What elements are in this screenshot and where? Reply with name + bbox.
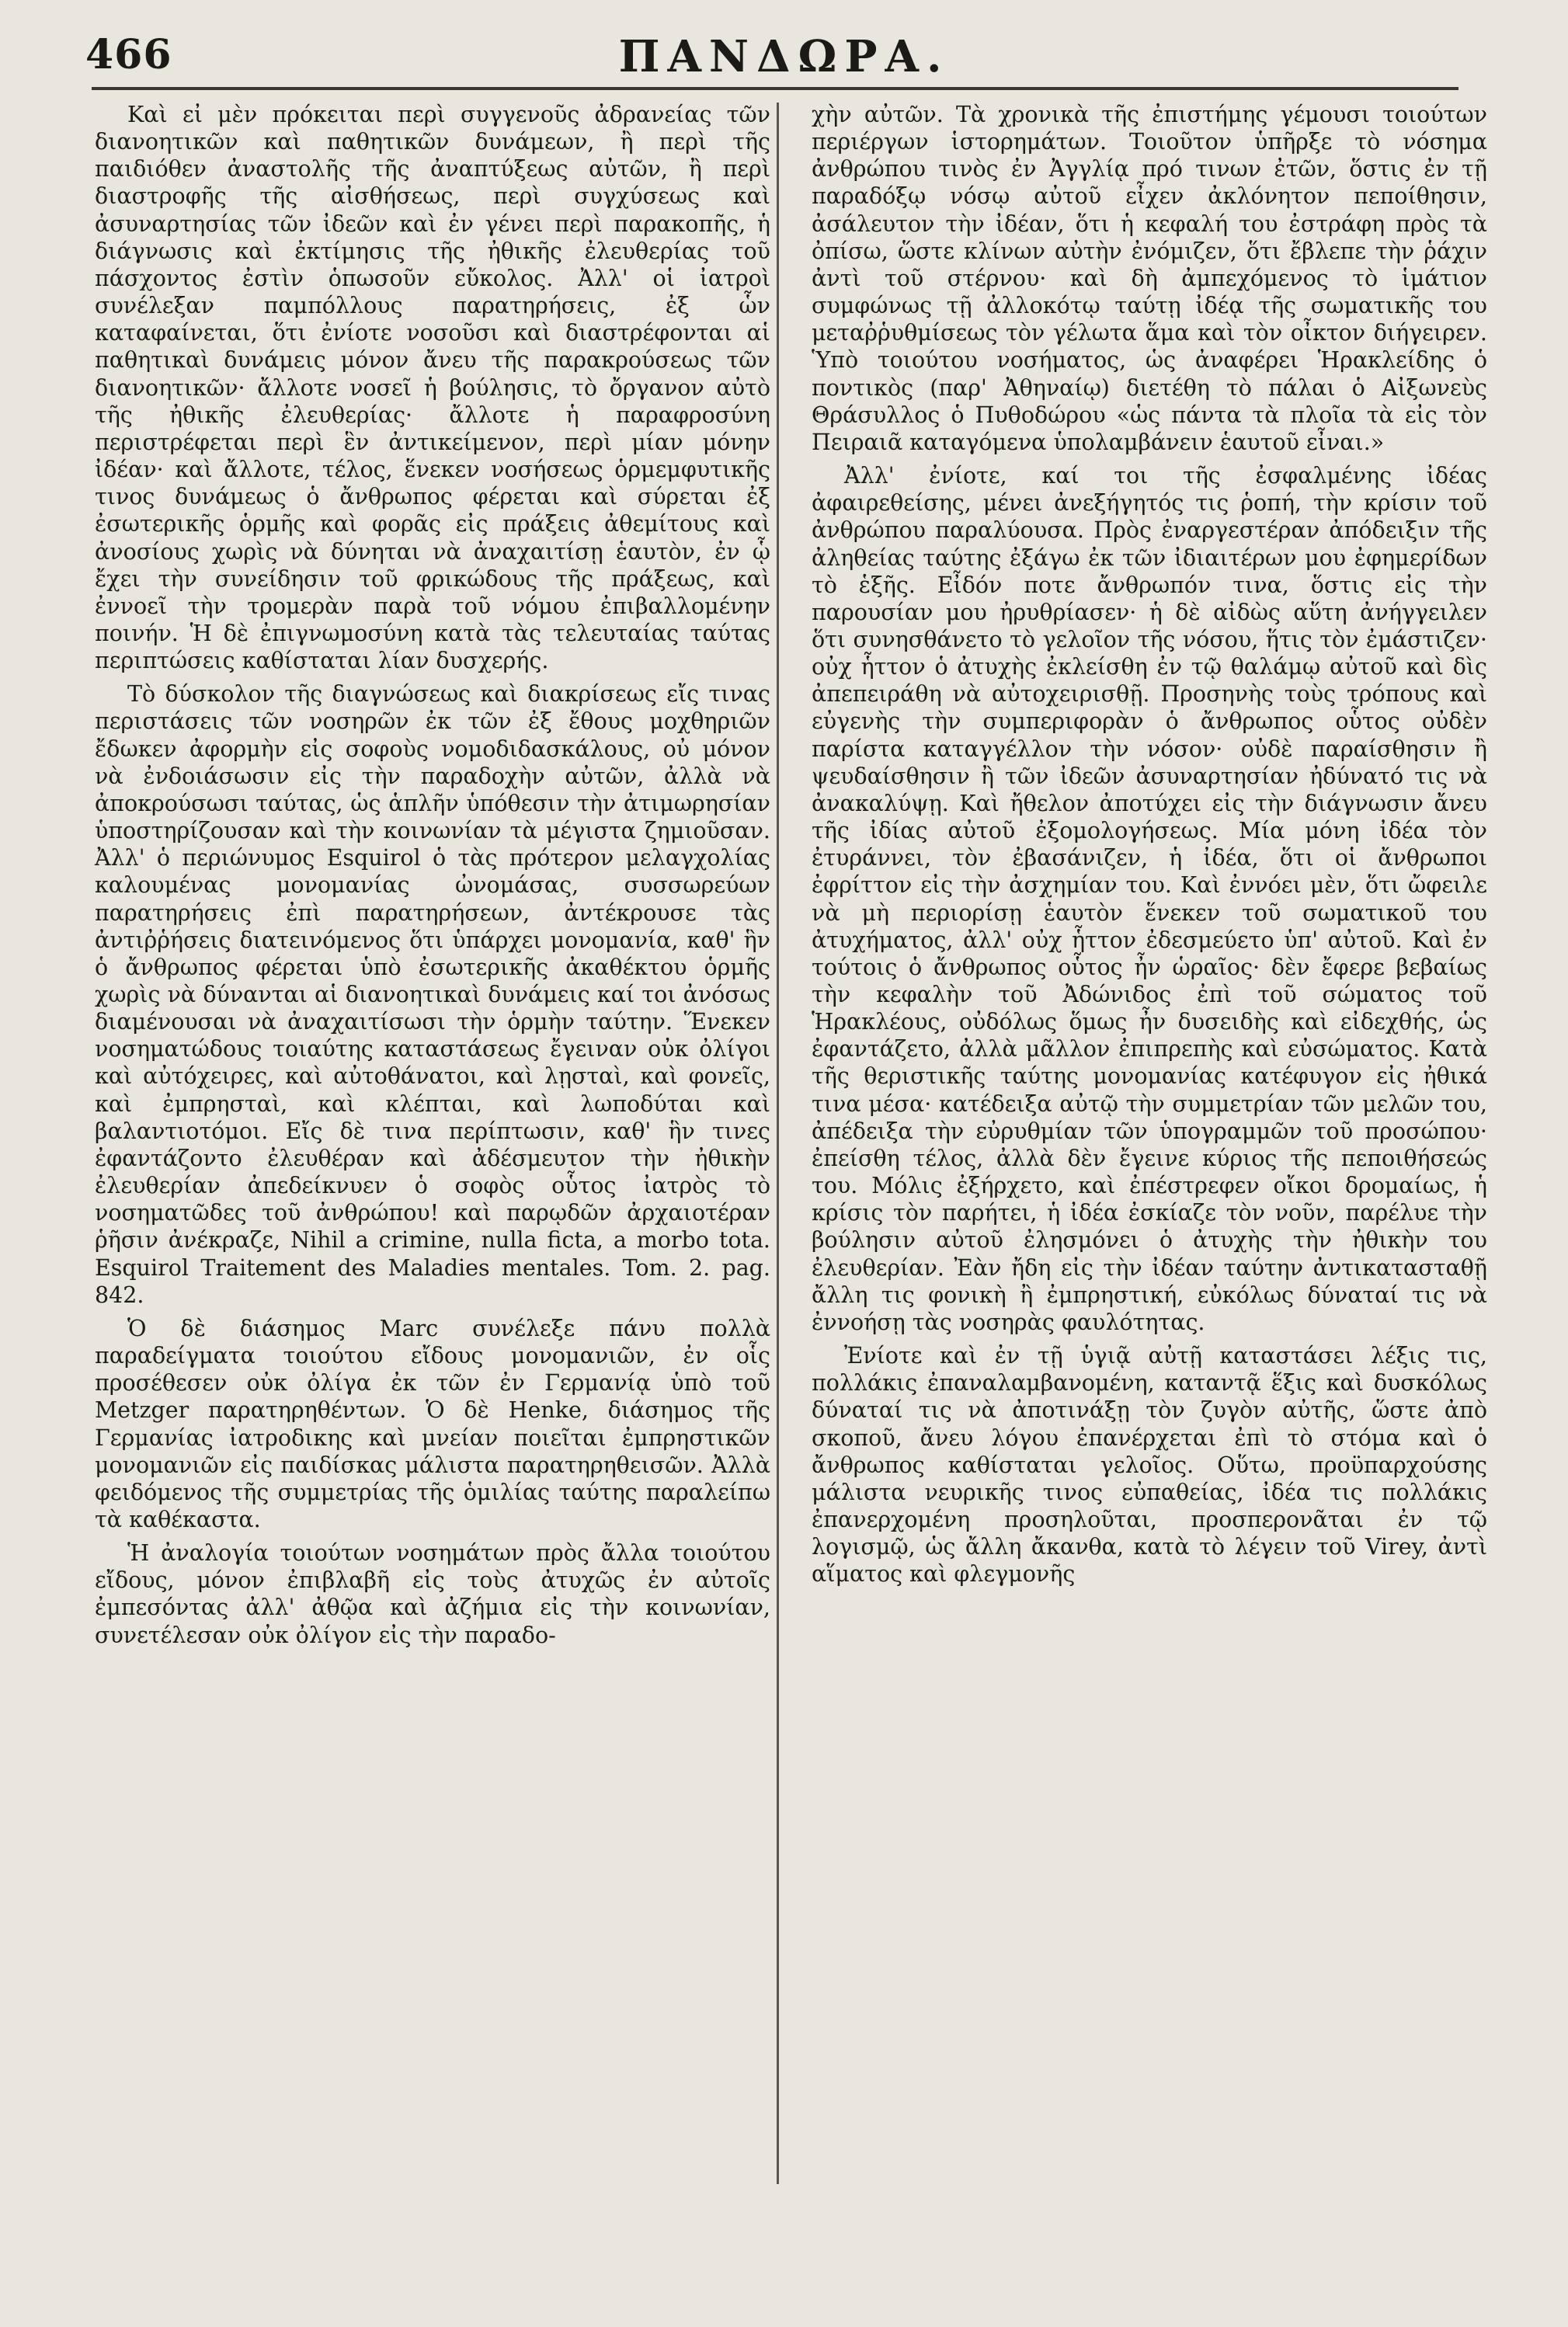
paragraph: Καὶ εἰ μὲν πρόκειται περὶ συγγενοῦς ἀδρανείας τῶν διανοητικῶν καὶ παθητικῶν δυνάμεων, ἢ περὶ τῆς παιδιόθεν ἀναστολῆς τῆς ἀναπτύξεως αὐτῶν, ἢ περὶ διαστροφῆς τῆς αἰσθήσεως, περὶ συγχύσεως καὶ ἀσυναρτησίας τῶν ἰδεῶν καὶ ἐν γένει περὶ παρακοπῆς, ἡ διάγνωσις καὶ ἐκτίμησις τῆς ἠθικῆς ἐλευθερίας τοῦ πάσχοντος ἐστὶν ὁπωσοῦν εὔκολος. Ἀλλ' οἱ ἰατροὶ συνέλεξαν παμπόλλους παρατηρήσεις, ἐξ ὧν καταφαίνεται, ὅτι ἐνίοτε νοσοῦσι καὶ διαστρέφονται αἱ παθητικαὶ δυνάμεις μόνον ἄνευ τῆς παρακρούσεως τῶν διανοητικῶν· ἄλλοτε νοσεῖ ἡ βούλησις, τὸ ὄργανον αὐτὸ τῆς ἠθικῆς ἐλευθερίας· ἄλλοτε ἡ παραφροσύνη περιστρέφεται περὶ ἓν ἀντικείμενον, περὶ μίαν μόνην ἰδέαν· καὶ ἄλλοτε, τέλος, ἕνεκεν νοσήσεως ὁρμεμφυτικῆς τινος δυνάμεως ὁ ἄνθρωπος φέρεται καὶ σύρεται ἐξ ἐσωτερικῆς ὁρμῆς καὶ φορᾶς εἰς πράξεις ἀθεμίτους καὶ ἀνοσίους χωρὶς νὰ δύνηται νὰ ἀναχαιτίσῃ ἑαυτὸν, ἐν ᾧ ἔχει τὴν συνείδησιν τοῦ φρικώδους τῆς πράξεως, καὶ ἐννοεῖ τὴν τρομερὰν παρὰ τοῦ νόμου ἐπιβαλλομένην ποινήν. Ἡ δὲ ἐπιγνωμοσύνη κατὰ τὰς τελευταίας ταύτας περιπτώσεις καθίσταται λίαν δυσχερής. [95, 102, 770, 674]
paragraph: Ἀλλ' ἐνίοτε, καί τοι τῆς ἐσφαλμένης ἰδέας ἀφαιρεθείσης, μένει ἀνεξήγητός τις ῥοπή, τὴν κρίσιν τοῦ ἀνθρώπου παραλύουσα. Πρὸς ἐναργεστέραν ἀπόδειξιν τῆς ἀληθείας ταύτης ἐξάγω ἐκ τῶν ἰδιαιτέρων μου ἐφημερίδων τὸ ἑξῆς. Εἶδόν ποτε ἄνθρωπόν τινα, ὅστις εἰς τὴν παρουσίαν μου ἠρυθρίασεν· ἡ δὲ αἰδὼς αὕτη ἀνήγγειλεν ὅτι συνησθάνετο τὸ γελοῖον τῆς νόσου, ἥτις τὸν ἐμάστιζεν· οὐχ ἧττον ὁ ἀτυχὴς ἐκλείσθη ἐν τῷ θαλάμῳ αὐτοῦ καὶ δὶς ἀπεπειράθη νὰ αὐτοχειρισθῇ. Προσηνὴς τοὺς τρόπους καὶ εὐγενὴς τὴν συμπεριφορὰν ὁ ἄνθρωπος οὗτος οὐδὲν παρίστα καταγγέλλον τὴν νόσον· οὐδὲ παραίσθησιν ἢ ψευδαίσθησιν ἢ τῶν ἰδεῶν ἀσυναρτησίαν ἠδύνατό τις νὰ ἀνακαλύψῃ. Καὶ ἤθελον ἀποτύχει εἰς τὴν διάγνωσιν ἄνευ τῆς ἰδίας αὐτοῦ ἐξομολογήσεως. Μία μόνη ἰδέα τὸν ἐτυράννει, τὸν ἐβασάνιζεν, ἡ ἰδέα, ὅτι οἱ ἄνθρωποι ἐφρίττον εἰς τὴν ἀσχημίαν του. Καὶ ἐννόει μὲν, ὅτι ὤφειλε νὰ μὴ περιορίσῃ ἑαυτὸν ἕνεκεν τοῦ σωματικοῦ του ἀτυχήματος, ἀλλ' οὐχ ἧττον ἐδεσμεύετο ὑπ' αὐτοῦ. Καὶ ἐν τούτοις ὁ ἄνθρωπος οὗτος ἦν ὡραῖος· δὲν ἔφερε βεβαίως τὴν κεφαλὴν τοῦ Ἀδώνιδος ἐπὶ τοῦ σώματος τοῦ Ἡρακλέους, οὐδόλως ὅμως ἦν δυσειδὴς καὶ εἰδεχθής, ὡς ἐφαντάζετο, ἀλλὰ μᾶλλον ἐπιπρεπὴς καὶ εὐσώματος. Κατὰ τῆς θεριστικῆς ταύτης μονομανίας κατέφυγον εἰς ἠθικά τινα μέσα· κατέδειξα αὐτῷ τὴν συμμετρίαν τῶν μελῶν του, ἀπέδειξα τὴν εὐρυθμίαν τῶν ὑπογραμμῶν τοῦ προσώπου· ἐπείσθη τέλος, ἀλλὰ δὲν ἔγεινε κύριος τῆς πεποιθήσεώς του. Μόλις ἐξήρχετο, καὶ ἐπέστρεφεν οἴκοι δρομαίως, ἡ κρίσις τὸν παρήτει, ἡ ἰδέα ἐσκίαζε τὸν νοῦν, παρέλυε τὴν βούλησιν αὐτοῦ ἐλησμόνει ὁ ἀτυχὴς τὴν ἠθικὴν του ἐλευθερίαν. Ἐὰν ἤδη εἰς τὴν ἰδέαν ταύτην ἀντικατασταθῇ ἄλλη τις φονικὴ ἢ ἐμπρηστική, εὐκόλως δύναταί τις νὰ ἐννοήσῃ τὰς νοσηρὰς φαυλότητας. [812, 463, 1487, 1335]
right-column [812, 101, 1487, 1588]
page-header [0, 23, 1568, 93]
column-divider [777, 103, 779, 2184]
paragraph: Ἡ ἀναλογία τοιούτων νοσημάτων πρὸς ἄλλα τοιούτου εἴδους, μόνον ἐπιβλαβῆ εἰς τοὺς ἀτυχῶς ἐν αὐτοῖς ἐμπεσόντας ἀλλ' ἀθῷα καὶ ἀζήμια εἰς τὴν κοινωνίαν, συνετέλεσαν οὐκ ὀλίγον εἰς τὴν παραδο- [95, 1540, 770, 1648]
paragraph: Ὁ δὲ διάσημος Marc συνέλεξε πάνυ πολλὰ παραδείγματα τοιούτου εἴδους μονομανιῶν, ἐν οἷς προσέθεσεν οὐκ ὀλίγα ἐκ τῶν ἐν Γερμανίᾳ ὑπὸ τοῦ Metzger παρατηρηθέντων. Ὁ δὲ Henke, διάσημος τῆς Γερμανίας ἰατροδικης καὶ μνείαν ποιεῖται ἐμπρηστικῶν μονομανιῶν εἰς παιδίσκας μάλιστα παρατηρηθεισῶν. Ἀλλὰ φειδόμενος τῆς συμμετρίας τῆς ὁμιλίας ταύτης παραλείπω τὰ καθέκαστα. [95, 1315, 770, 1532]
paragraph: Ἐνίοτε καὶ ἐν τῇ ὑγιᾷ αὐτῇ καταστάσει λέξις τις, πολλάκις ἐπαναλαμβανομένη, καταντᾷ ἕξις καὶ δυσκόλως δύναταί τις νὰ ἀποτινάξῃ τὸν ζυγὸν αὐτῆς, ὥστε ἀπὸ σκοποῦ, ἄνευ λόγου ἐπανέρχεται ἐπὶ τὸ στόμα καὶ ὁ ἄνθρωπος καθίσταται γελοῖος. Οὕτω, προϋπαρχούσης μάλιστα νευρικῆς τινος εὐπαθείας, ἰδέα τις πολλάκις ἐπανερχομένη προσηλοῦται, προσπερονᾶται ἐν τῷ λογισμῷ, ὡς ἄλλη ἄκανθα, κατὰ τὸ λέγειν τοῦ Virey, ἀντὶ αἵματος καὶ φλεγμονῆς [812, 1343, 1487, 1588]
header-rule [92, 87, 1458, 90]
page-number: 466 [85, 31, 172, 78]
paragraph: χὴν αὐτῶν. Τὰ χρονικὰ τῆς ἐπιστήμης γέμουσι τοιούτων περιέργων ἱστορημάτων. Τοιοῦτον ὑπῆρξε τὸ νόσημα ἀνθρώπου τινὸς ἐν Ἀγγλίᾳ πρό τινων ἐτῶν, ὅστις ἐν τῇ παραδόξῳ νόσῳ αὐτοῦ εἶχεν ἀκλόνητον πεποίθησιν, ἀσάλευτον τὴν ἰδέαν, ὅτι ἡ κεφαλή του ἐστράφη πρὸς τὰ ὀπίσω, ὥστε κλίνων αὐτὴν ἐνόμιζεν, ὅτι ἔβλεπε τὴν ῥάχιν ἀντὶ τοῦ στέρνου· καὶ δὴ ἀμπεχόμενος τὸ ἱμάτιον συμφώνως τῇ ἀλλοκότῳ ταύτῃ ἰδέᾳ τῆς σωματικῆς του μεταῤῥυθμίσεως τὸν γέλωτα ἅμα καὶ τὸν οἶκτον διήγειρεν. Ὑπὸ τοιούτου νοσήματος, ὡς ἀναφέρει Ἡρακλείδης ὁ ποντικὸς (παρ' Ἀθηναίῳ) διετέθη τὸ πάλαι ὁ Αἰξωνεὺς Θράσυλλος ὁ Πυθοδώρου «ὡς πάντα τὰ πλοῖα τὰ εἰς τὸν Πειραιᾶ καταγόμενα ὑπολαμβάνειν ἑαυτοῦ εἶναι.» [812, 102, 1487, 455]
paragraph: Τὸ δύσκολον τῆς διαγνώσεως καὶ διακρίσεως εἴς τινας περιστάσεις τῶν νοσηρῶν ἐκ τῶν ἐξ ἔθους μοχθηριῶν ἔδωκεν ἀφορμὴν εἰς σοφοὺς νομοδιδασκάλους, οὐ μόνον νὰ ἐνδοιάσωσιν εἰς τὴν παραδοχὴν αὐτῶν, ἀλλὰ νὰ ἀποκρούσωσι ταύτας, ὡς ἁπλῆν ὑπόθεσιν τὴν ἀτιμωρησίαν ὑποστηρίζουσαν καὶ τὴν κοινωνίαν τὰ μέγιστα ζημιοῦσαν. Ἀλλ' ὁ περιώνυμος Esquirol ὁ τὰς πρότερον μελαγχολίας καλουμένας μονομανίας ὠνομάσας, συσσωρεύων παρατηρήσεις ἐπὶ παρατηρήσεων, ἀντέκρουσε τὰς ἀντιῤῥήσεις διατεινόμενος ὅτι ὑπάρχει μονομανία, καθ' ἣν ὁ ἄνθρωπος φέρεται ὑπὸ ἐσωτερικῆς ἀκαθέκτου ὁρμῆς χωρὶς νὰ δύνανται αἱ διανοητικαὶ δυνάμεις καί τοι ἀνόσως διαμένουσαι νὰ ἀναχαιτίσωσι τὴν ὁρμὴν ταύτην. Ἕνεκεν νοσηματώδους τοιαύτης καταστάσεως ἔγειναν οὐκ ὀλίγοι καὶ αὐτόχειρες, καὶ αὐτοθάνατοι, καὶ λῃσταὶ, καὶ φονεῖς, καὶ ἐμπρησταὶ, καὶ κλέπται, καὶ λωποδύται καὶ βαλαντιοτόμοι. Εἴς δὲ τινα περίπτωσιν, καθ' ἣν τινες ἐφαντάζοντο ἐλευθέραν καὶ ἀδέσμευτον τὴν ἠθικὴν ἐλευθερίαν ἀπεδείκνυεν ὁ σοφὸς οὗτος ἰατρὸς τὸ νοσηματῶδες τοῦ ἀνθρώπου! καὶ παρῳδῶν ἀρχαιοτέραν ῥῆσιν ἀνέκραζε, Nihil a crimine, nulla ficta, a morbo tota. Esquirol Traitement des Maladies mentales. Tom. 2. pag. 842. [95, 681, 770, 1308]
left-column [95, 101, 770, 1649]
running-head: ΠΑΝΔΩΡΑ. [618, 31, 950, 82]
